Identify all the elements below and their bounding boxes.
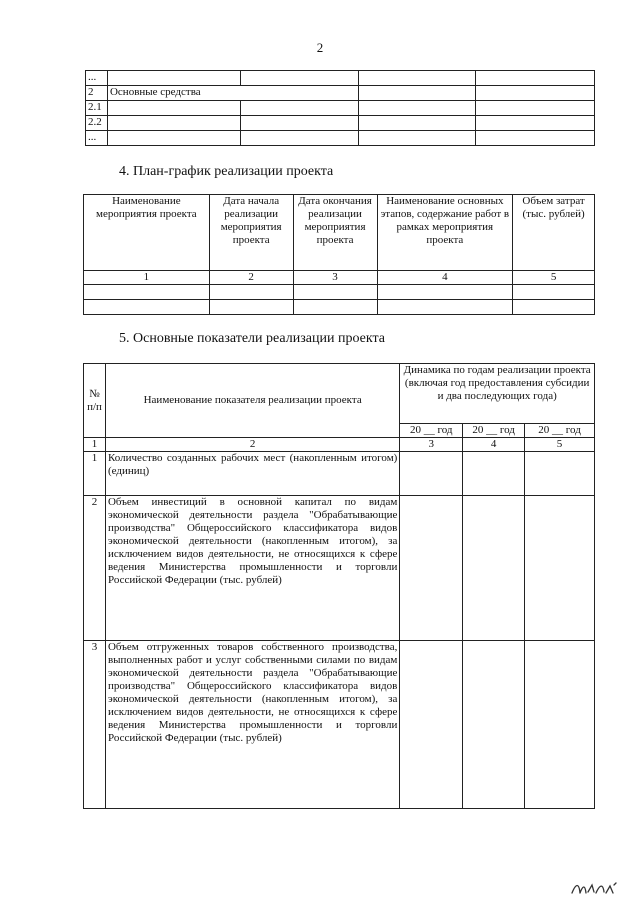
column-number-row — [84, 438, 595, 452]
year-cell: 20 __ год — [400, 424, 463, 438]
header-number: № п/п — [84, 364, 106, 438]
section5-title: 5. Основные показатели реализации проекта — [119, 331, 385, 346]
column-number: 2 — [105, 438, 399, 452]
row-number: 2 — [86, 86, 108, 101]
column-number: 3 — [400, 438, 463, 452]
table-row — [86, 116, 595, 131]
column-number: 1 — [84, 271, 210, 285]
column-number: 4 — [463, 438, 525, 452]
row-number: ... — [86, 131, 108, 146]
table-header-row — [84, 364, 595, 424]
column-number: 1 — [84, 438, 106, 452]
indicator-text: Объем отгруженных товаров собственного производства, выполненных работ и услуг собственными силами по видам экономической деятельности раздела "Обрабатывающие производства" Общероссийского классификатора видов экономической деятельности (накопленным итогом), за исключением видов деятельности, не относящихся к сфере ведения Министерства промышленности и торговли Российской Федерации (тыс. рублей) — [105, 641, 399, 809]
row-number: 2.1 — [86, 101, 108, 116]
row-name — [107, 116, 240, 131]
column-number: 5 — [525, 438, 595, 452]
header-end-date: Дата окончания реализации мероприятия проекта — [293, 195, 377, 271]
row-number: ... — [86, 71, 108, 86]
handwritten-initials-signature — [570, 879, 618, 899]
table-row — [86, 86, 595, 101]
indicator-row — [84, 452, 595, 496]
year-cell: 20 __ год — [463, 424, 525, 438]
table-row — [86, 71, 595, 86]
section4-title: 4. План-график реализации проекта — [119, 164, 334, 179]
indicator-row — [84, 496, 595, 641]
header-start-date: Дата начала реализации мероприятия проекта — [209, 195, 293, 271]
header-stages: Наименование основных этапов, содержание работ в рамках мероприятия проекта — [377, 195, 513, 271]
header-indicator-name: Наименование показателя реализации проекта — [105, 364, 399, 438]
table-row — [84, 285, 595, 300]
row-name: Основные средства — [107, 86, 358, 101]
table-row — [86, 101, 595, 116]
indicator-text: Количество созданных рабочих мест (накопленным итогом) (единиц) — [105, 452, 399, 496]
table-header-row — [84, 195, 595, 271]
indicator-number: 1 — [84, 452, 106, 496]
schedule-table — [83, 194, 595, 315]
indicator-text: Объем инвестиций в основной капитал по видам экономической деятельности раздела "Обрабатывающие производства" Общероссийского классификатора видов экономической деятельности (накопленным итогом), за исключением видов деятельности, не относящихся к сфере ведения Министерства промышленности и торговли Российской Федерации (тыс. рублей) — [105, 496, 399, 641]
indicators-table — [83, 363, 595, 809]
table-row — [84, 300, 595, 315]
column-number: 3 — [293, 271, 377, 285]
indicator-number: 2 — [84, 496, 106, 641]
column-number: 5 — [513, 271, 595, 285]
header-dynamics: Динамика по годам реализации проекта (включая год предоставления субсидии и два последующих года) — [400, 364, 595, 424]
row-number: 2.2 — [86, 116, 108, 131]
row-name — [107, 101, 240, 116]
header-costs: Объем затрат (тыс. рублей) — [513, 195, 595, 271]
column-number-row — [84, 271, 595, 285]
row-name — [107, 71, 240, 86]
indicator-number: 3 — [84, 641, 106, 809]
table-row — [86, 131, 595, 146]
column-number: 2 — [209, 271, 293, 285]
header-activity-name: Наименование мероприятия проекта — [84, 195, 210, 271]
column-number: 4 — [377, 271, 513, 285]
indicator-row — [84, 641, 595, 809]
page-number: 2 — [316, 40, 324, 55]
row-name — [107, 131, 240, 146]
year-cell: 20 __ год — [525, 424, 595, 438]
assets-table — [85, 70, 595, 146]
